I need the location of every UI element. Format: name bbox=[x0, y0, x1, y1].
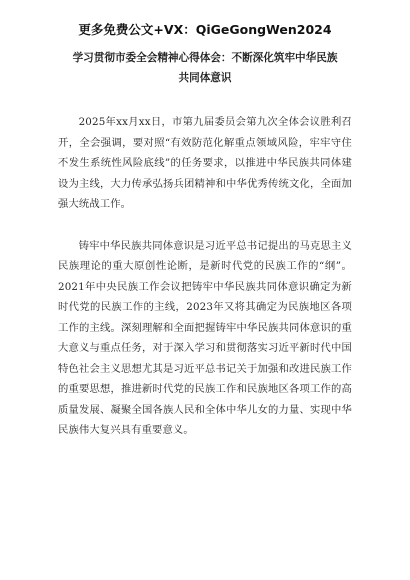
document-title-line-1: 学习贯彻市委全会精神心得体会：不断深化筑牢中华民族 bbox=[72, 52, 338, 64]
body-paragraph-1: 2025年xx月xx日，市第九届委员会第九次全体会议胜利召开，全会强调，要对照“有效防范化解重点领域风险，牢牢守住不发生系统性风险底线”的任务要求，以推进中华民族共同体建设为主线，大力传承弘扬兵团精神和中华优秀传统文化，全面加强大统战工作。 bbox=[58, 116, 352, 210]
document-title-line-2: 共同体意识 bbox=[178, 72, 232, 84]
document-title bbox=[58, 48, 352, 88]
promo-banner: 更多免费公文+VX：QiGeGongWen2024 bbox=[78, 22, 332, 37]
body-paragraph-2: 铸牢中华民族共同体意识是习近平总书记提出的马克思主义民族理论的重大原创性论断，是新时代党的民族工作的“纲”。2021年中央民族工作会议把铸牢中华民族共同体意识确定为新时代党的民族工作的主线，2023年又将其确定为民族地区各项工作的主线。深刻理解和全面把握铸牢中华民族共同体意识的重大意义与重点任务，对于深入学习和贯彻落实习近平新时代中国特色社会主义思想尤其是习近平总书记关于加强和改进民族工作的重要思想，推进新时代党的民族工作和民族地区各项工作的高质量发展、凝聚全国各族人民和全体中华儿女的力量、实现中华民族伟大复兴具有重要意义。 bbox=[58, 239, 352, 436]
